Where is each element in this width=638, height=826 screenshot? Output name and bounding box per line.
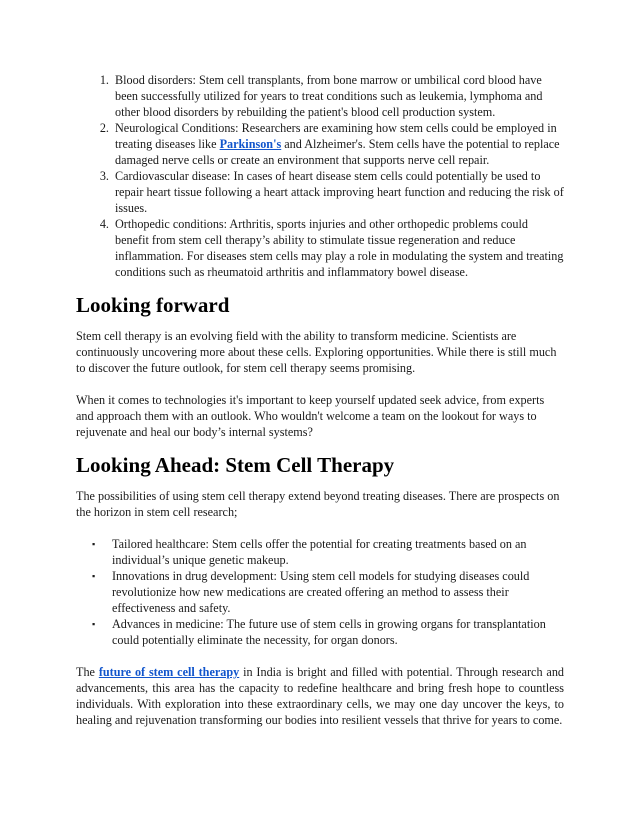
list-item-text: Blood disorders: Stem cell transplants, from bone marrow or umbilical cord blood have been successfully utilized for years to treat conditions such as leukemia, lymphoma and other blood disorders by rebuilding the patient's blood cell production system. bbox=[115, 73, 543, 119]
closing-text-before-link: The bbox=[76, 665, 99, 679]
future-of-stem-cell-therapy-link[interactable]: future of stem cell therapy bbox=[98, 665, 240, 679]
bullet-icon: ▪ bbox=[92, 571, 96, 581]
closing-text-after-link: in India is bright and filled with potential. Through research and advancements, this area has the capacity to redefine healthcare and bring fresh hope to countless individuals. With exploration into these extraordinary cells, we may one day uncover the keys, to healing and rejuvenation transforming our bodies into resilient vessels that thrive for years to come. bbox=[76, 665, 565, 727]
list-item-text: Tailored healthcare: Stem cells offer the potential for creating treatments based on an individual’s unique genetic makeup. bbox=[112, 537, 527, 567]
list-item-text: Cardiovascular disease: In cases of heart disease stem cells could potentially be used to repair heart tissue following a heart attack improving heart function and reducing the risk of issues. bbox=[115, 169, 564, 215]
heading-looking-forward: Looking forward bbox=[76, 293, 230, 317]
list-item-text-after-link: and Alzheimer's. Stem cells have the potential to replace damaged nerve cells or create an environment that supports nerve cell repair. bbox=[115, 137, 560, 167]
list-item bbox=[112, 216, 564, 280]
list-item bbox=[112, 120, 564, 168]
list-item-text: Advances in medicine: The future use of stem cells in growing organs for transplantation could potentially eliminate the necessity, for organ donors. bbox=[112, 617, 546, 647]
bullet-icon: ▪ bbox=[92, 619, 96, 629]
list-item-text: Innovations in drug development: Using stem cell models for studying diseases could revolutionize how new medications are created offering an method to assess their effectiveness and safety. bbox=[112, 569, 530, 615]
list-item bbox=[92, 568, 564, 616]
closing-paragraph bbox=[76, 664, 564, 728]
list-item bbox=[92, 616, 564, 648]
heading-looking-ahead: Looking Ahead: Stem Cell Therapy bbox=[76, 453, 395, 477]
list-item bbox=[112, 72, 564, 120]
paragraph: When it comes to technologies it's important to keep yourself updated seek advice, from experts and approach them with an outlook. Who wouldn't welcome a team on the lookout for ways to rejuvenate and heal our body’s internal systems? bbox=[76, 393, 545, 439]
list-item-text-before-link: Neurological Conditions: Researchers are examining how stem cells could be employed in treating diseases like bbox=[115, 121, 557, 151]
paragraph: The possibilities of using stem cell therapy extend beyond treating diseases. There are prospects on the horizon in stem cell research; bbox=[76, 489, 560, 519]
prospects-bullet-list bbox=[76, 536, 564, 648]
list-item bbox=[112, 168, 564, 216]
paragraph: Stem cell therapy is an evolving field with the ability to transform medicine. Scientists are continuously uncovering more about these cells. Exploring opportunities. While there is still much to discover the future outlook, for stem cell therapy seems promising. bbox=[76, 329, 557, 375]
parkinsons-link[interactable]: Parkinson's bbox=[219, 137, 282, 151]
conditions-numbered-list bbox=[76, 72, 564, 280]
list-item bbox=[92, 536, 564, 568]
document-page bbox=[76, 72, 564, 728]
bullet-icon: ▪ bbox=[92, 539, 96, 549]
list-item-text: Orthopedic conditions: Arthritis, sports injuries and other orthopedic problems could benefit from stem cell therapy’s ability to stimulate tissue regeneration and reduce inflammation. For diseases stem cells may play a role in modulating the system and treating conditions such as rheumatoid arthritis and inflammatory bowel disease. bbox=[115, 217, 564, 279]
